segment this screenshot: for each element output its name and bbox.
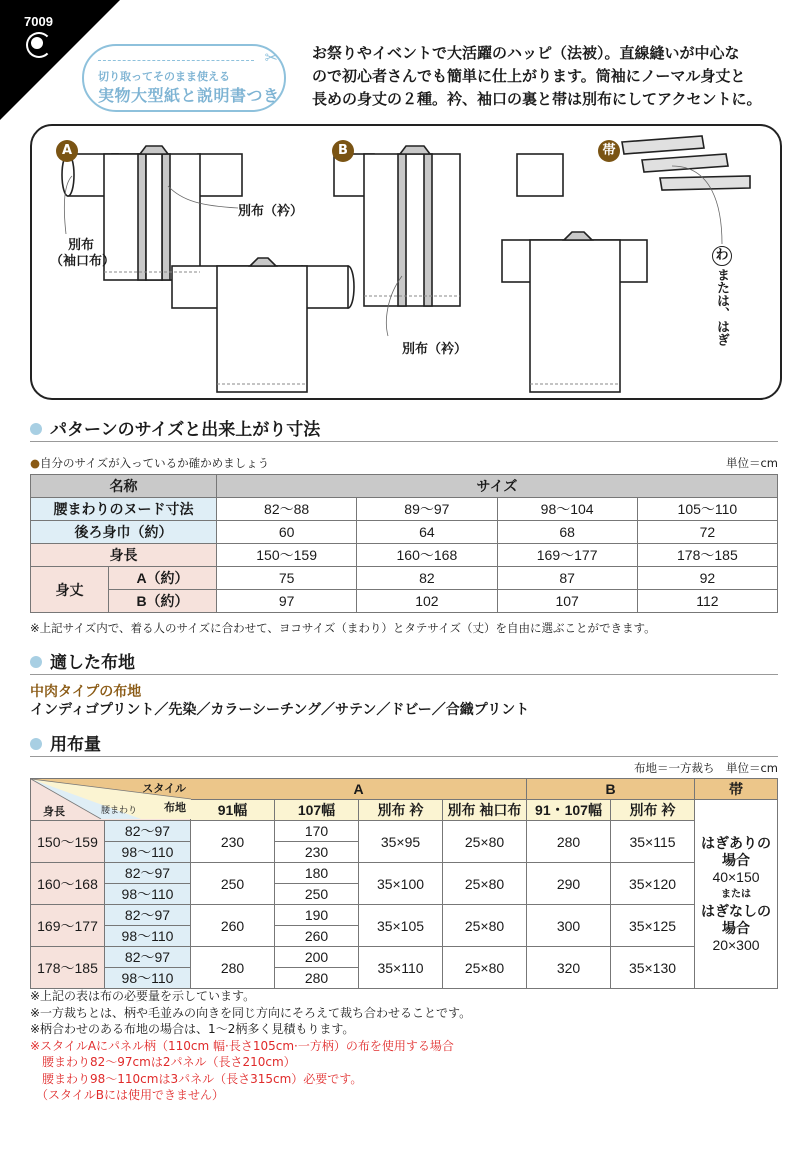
cell: 25×80 <box>443 821 527 863</box>
col-header: 107幅 <box>275 800 359 821</box>
bullet-icon <box>30 423 42 435</box>
cell: 35×120 <box>611 863 695 905</box>
note-line-red: （スタイルBには使用できません） <box>30 1088 224 1102</box>
cell: 25×80 <box>443 905 527 947</box>
waist-cell: 82〜97 <box>105 863 191 884</box>
height-cell: 169〜177 <box>31 905 105 947</box>
waist-cell: 98〜110 <box>105 884 191 905</box>
cell: 300 <box>527 905 611 947</box>
label-a-collar: 別布（衿） <box>238 204 304 219</box>
size-note-text: 自分のサイズが入っているか確かめましょう <box>40 456 270 470</box>
label-a-cuff-1: 別布 <box>68 238 95 253</box>
cell: 25×80 <box>443 947 527 989</box>
cell: 260 <box>191 905 275 947</box>
cell: 200 <box>275 947 359 968</box>
cut-line <box>98 60 254 61</box>
b-front-body <box>364 154 460 306</box>
table-row <box>31 905 778 926</box>
size-note <box>30 455 269 471</box>
corner-height-label: 身長 <box>43 806 65 818</box>
garment-drawing <box>32 126 780 398</box>
corner-fabric-label: 布地 <box>164 802 186 814</box>
cell: 190 <box>275 905 359 926</box>
note-line: ※柄合わせのある布地の場合は、1〜2柄多く見積もります。 <box>30 1022 355 1036</box>
cell: 280 <box>527 821 611 863</box>
yardage-section-title <box>30 730 101 755</box>
obi-text: はぎありの <box>701 834 771 851</box>
label-b-collar: 別布（衿） <box>402 342 468 357</box>
corner-header <box>31 779 191 821</box>
obi-text: 場合 <box>722 851 750 868</box>
fabric-type: 中肉タイプの布地 <box>30 684 142 700</box>
cell: 64 <box>357 521 497 544</box>
cell: 320 <box>527 947 611 989</box>
cell: 35×115 <box>611 821 695 863</box>
a-back-body <box>217 266 307 392</box>
table-row <box>31 947 778 968</box>
header-size: サイズ <box>217 475 778 498</box>
intro-line: 長めの身丈の２種。衿、袖口の裏と帯は別布にしてアクセントに。 <box>312 90 762 108</box>
height-cell: 150〜159 <box>31 821 105 863</box>
divider <box>30 441 778 442</box>
waist-cell: 98〜110 <box>105 842 191 863</box>
obi-or: または <box>721 888 751 900</box>
waist-cell: 82〜97 <box>105 947 191 968</box>
b-back-body <box>530 240 620 392</box>
row-label: 腰まわりのヌード寸法 <box>31 498 217 521</box>
note-line-red: ※スタイルAにパネル柄（110cm 幅·長さ105cm·一方柄）の布を使用する場合 <box>30 1038 454 1053</box>
style-b-mark: B <box>332 140 354 162</box>
cell: 60 <box>217 521 357 544</box>
row-sublabel: A（約） <box>109 567 217 590</box>
yardage-note: 布地＝一方裁ち 単位＝cm <box>633 761 778 775</box>
style-obi-header: 帯 <box>695 779 778 800</box>
cell: 290 <box>527 863 611 905</box>
scissors-icon: ✂ <box>264 48 278 67</box>
divider <box>30 674 778 675</box>
cell: 75 <box>217 567 357 590</box>
illustration-panel <box>30 124 782 400</box>
obi-value: 20×300 <box>712 936 760 953</box>
size-table <box>30 474 778 613</box>
obi-value: 40×150 <box>712 868 760 885</box>
brand-logo-icon <box>26 32 52 58</box>
fabric-section-title <box>30 648 135 673</box>
col-header: 別布 衿 <box>611 800 695 821</box>
waist-cell: 98〜110 <box>105 968 191 989</box>
cell: 35×110 <box>359 947 443 989</box>
row-label: 身丈 <box>31 567 109 613</box>
table-row <box>31 863 778 884</box>
obi-mark: 帯 <box>598 140 620 162</box>
cell: 92 <box>637 567 777 590</box>
label-obi-wa: わ <box>712 246 732 266</box>
cell: 35×95 <box>359 821 443 863</box>
yardage-title-text: 用布量 <box>50 735 101 755</box>
fabric-title-text: 適した布地 <box>50 653 135 673</box>
cell: 250 <box>275 884 359 905</box>
intro-line: お祭りやイベントで大活躍のハッピ（法被）。直線縫いが中心な <box>312 44 740 62</box>
cell: 260 <box>275 926 359 947</box>
cell: 280 <box>191 947 275 989</box>
table-row <box>31 821 778 842</box>
bullet-icon: ● <box>30 456 41 470</box>
row-label: 身長 <box>31 544 217 567</box>
cell: 35×130 <box>611 947 695 989</box>
col-header: 別布 衿 <box>359 800 443 821</box>
label-a-cuff-2: （袖口布） <box>50 254 116 269</box>
cell: 87 <box>497 567 637 590</box>
table-row <box>31 544 778 567</box>
badge-line1: 切り取ってそのまま使える <box>98 70 230 83</box>
cell: 178〜185 <box>637 544 777 567</box>
cell: 160〜168 <box>357 544 497 567</box>
cell: 105〜110 <box>637 498 777 521</box>
row-sublabel: B（約） <box>109 590 217 613</box>
col-header: 91幅 <box>191 800 275 821</box>
intro-line: ので初心者さんでも簡単に仕上がります。筒袖にノーマル身丈と <box>312 67 746 85</box>
height-cell: 160〜168 <box>31 863 105 905</box>
bullet-icon <box>30 738 42 750</box>
cell: 180 <box>275 863 359 884</box>
style-a-header: A <box>191 779 527 800</box>
cell: 97 <box>217 590 357 613</box>
obi-cell <box>695 800 778 989</box>
cell: 35×125 <box>611 905 695 947</box>
cell: 68 <box>497 521 637 544</box>
note-line: ※一方裁ちとは、柄や毛並みの向きを同じ方向にそろえて裁ち合わせることです。 <box>30 1005 472 1020</box>
waist-cell: 98〜110 <box>105 926 191 947</box>
note-line-red: 腰まわり82〜97cmは2パネル（長さ210cm） <box>30 1055 296 1069</box>
cell: 112 <box>637 590 777 613</box>
corner-waist-label: 腰まわり <box>101 805 138 815</box>
obi-text: 場合 <box>722 919 750 936</box>
cell: 82〜88 <box>217 498 357 521</box>
note-line-red: 腰まわり98〜110cmは3パネル（長さ315cm）必要です。 <box>30 1071 363 1086</box>
intro-text <box>312 42 782 111</box>
pattern-code: 7009 <box>24 14 53 29</box>
size-footnote: ※上記サイズ内で、着る人のサイズに合わせて、ヨコサイズ（まわり）とタテサイズ（丈）を自由に選ぶことができます。 <box>30 621 656 635</box>
cell: 25×80 <box>443 863 527 905</box>
cell: 89〜97 <box>357 498 497 521</box>
label-obi-or: または、はぎ <box>714 268 729 346</box>
obi-band <box>622 136 704 154</box>
corner-style-label: スタイル <box>142 783 186 795</box>
table-row <box>31 498 778 521</box>
pattern-badge <box>82 44 286 112</box>
cell: 170 <box>275 821 359 842</box>
table-row <box>31 590 778 613</box>
header-name: 名称 <box>31 475 217 498</box>
size-section-title <box>30 415 320 440</box>
cell: 72 <box>637 521 777 544</box>
cell: 102 <box>357 590 497 613</box>
cell: 82 <box>357 567 497 590</box>
size-title-text: パターンのサイズと出来上がり寸法 <box>50 420 321 440</box>
cell: 107 <box>497 590 637 613</box>
cell: 98〜104 <box>497 498 637 521</box>
cell: 230 <box>191 821 275 863</box>
row-label: 後ろ身巾（約） <box>31 521 217 544</box>
cell: 35×100 <box>359 863 443 905</box>
cell: 250 <box>191 863 275 905</box>
table-row <box>31 521 778 544</box>
waist-cell: 82〜97 <box>105 821 191 842</box>
notes <box>30 988 471 1104</box>
cell: 230 <box>275 842 359 863</box>
cell: 280 <box>275 968 359 989</box>
style-b-header: B <box>527 779 695 800</box>
yardage-table <box>30 778 778 989</box>
waist-cell: 82〜97 <box>105 905 191 926</box>
height-cell: 178〜185 <box>31 947 105 989</box>
table-row <box>31 567 778 590</box>
cell: 35×105 <box>359 905 443 947</box>
divider <box>30 756 778 757</box>
style-a-mark: A <box>56 140 78 162</box>
col-header: 91・107幅 <box>527 800 611 821</box>
bullet-icon <box>30 656 42 668</box>
size-unit: 単位＝cm <box>725 456 778 470</box>
cell: 150〜159 <box>217 544 357 567</box>
badge-line2: 実物大型紙と説明書つき <box>98 86 280 105</box>
fabric-list: インディゴプリント／先染／カラーシーチング／サテン／ドビー／合織プリント <box>30 702 530 718</box>
col-header: 別布 袖口布 <box>443 800 527 821</box>
obi-text: はぎなしの <box>701 902 771 919</box>
cell: 169〜177 <box>497 544 637 567</box>
note-line: ※上記の表は布の必要量を示しています。 <box>30 989 256 1003</box>
